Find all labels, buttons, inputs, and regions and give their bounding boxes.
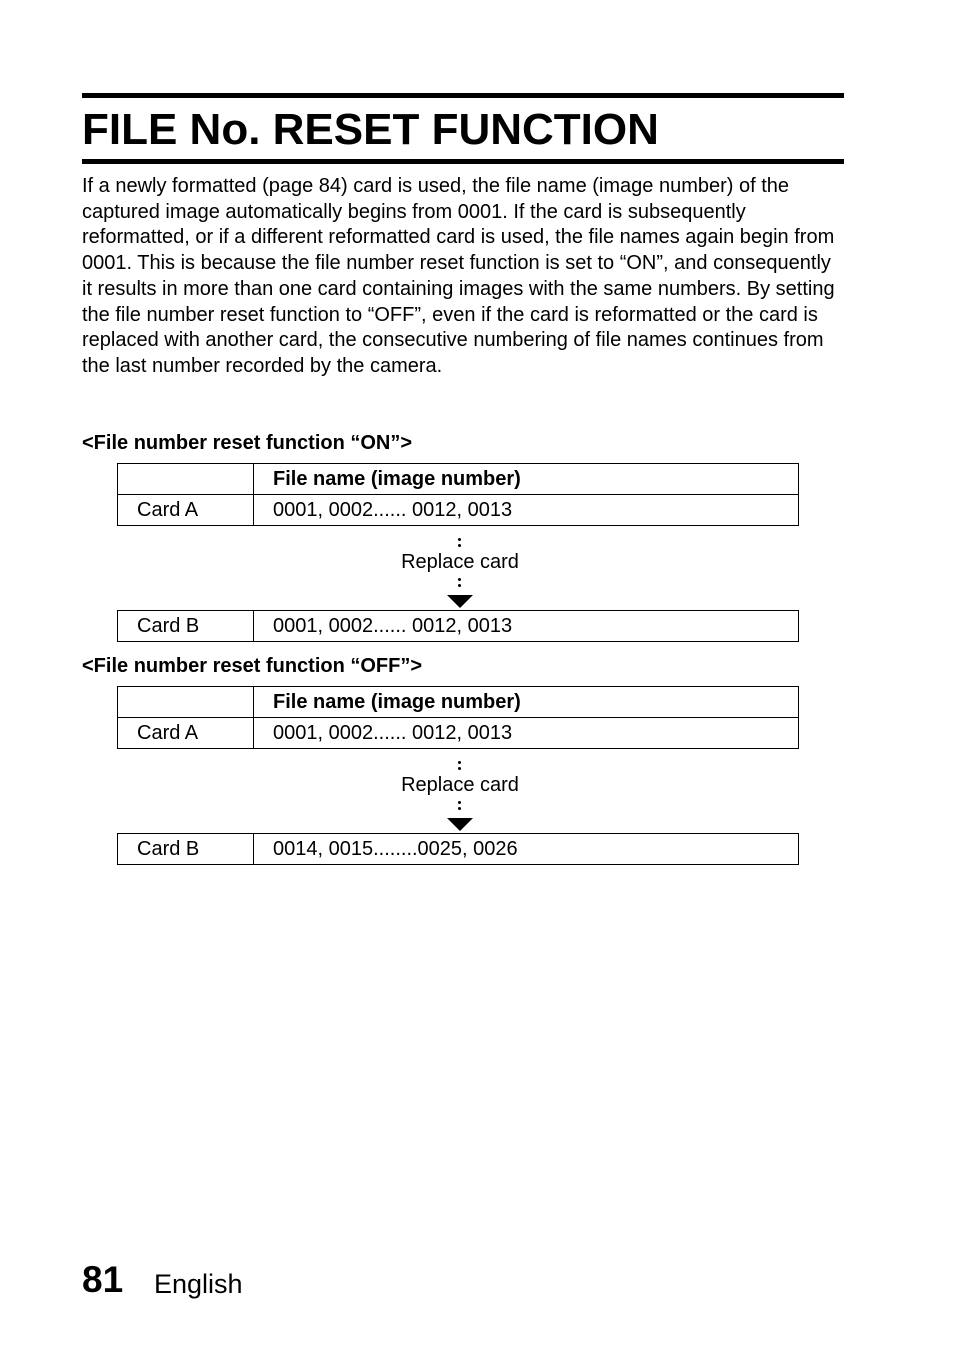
table-row — [118, 611, 799, 642]
file-numbers: 0001, 0002...... 0012, 0013 — [254, 718, 799, 749]
table-on-card-a — [117, 463, 799, 526]
table-row — [118, 718, 799, 749]
section-heading-on: <File number reset function “ON”> — [82, 432, 413, 454]
card-label: Card B — [118, 611, 254, 642]
file-numbers: 0001, 0002...... 0012, 0013 — [254, 611, 799, 642]
card-label: Card A — [118, 718, 254, 749]
table-header-empty-cell — [118, 687, 254, 718]
card-label: Card B — [118, 834, 254, 865]
title-block — [82, 93, 844, 164]
dotted-line-icon — [458, 537, 462, 549]
table-header-cell: File name (image number) — [254, 464, 799, 495]
card-label: Card A — [118, 495, 254, 526]
file-numbers: 0001, 0002...... 0012, 0013 — [254, 495, 799, 526]
dotted-line-icon — [458, 577, 462, 589]
footer-language: English — [154, 1269, 243, 1299]
page-number: 81 — [82, 1259, 124, 1300]
table-on-card-b — [117, 610, 799, 642]
table-row — [118, 495, 799, 526]
table-off-card-a — [117, 686, 799, 749]
table-header-empty-cell — [118, 464, 254, 495]
table-header-row — [118, 464, 799, 495]
file-numbers: 0014, 0015........0025, 0026 — [254, 834, 799, 865]
table-header-cell: File name (image number) — [254, 687, 799, 718]
arrow-down-icon — [447, 818, 473, 831]
table-row — [118, 834, 799, 865]
section-heading-off: <File number reset function “OFF”> — [82, 655, 423, 677]
dotted-line-icon — [458, 800, 462, 812]
replace-card-flow-on — [360, 537, 560, 607]
table-header-row — [118, 687, 799, 718]
replace-card-label: Replace card — [401, 551, 519, 573]
page-title: FILE No. RESET FUNCTION — [82, 105, 659, 154]
replace-card-label: Replace card — [401, 774, 519, 796]
intro-paragraph: If a newly formatted (page 84) card is used, the file name (image number) of the captured image automatically begins from 0001. If the card is subsequently reformatted, or if a different reformatted card is used, the file names again begin from 0001. This is because the file number reset function is set to “ON”, and consequently it results in more than one card containing images with the same numbers. By setting the file number reset function to “OFF”, even if the card is reformatted or the card is replaced with another card, the consecutive numbering of file names continues from the last number recorded by the camera. — [82, 175, 835, 377]
arrow-down-icon — [447, 595, 473, 608]
replace-card-flow-off — [360, 760, 560, 830]
dotted-line-icon — [458, 760, 462, 772]
table-off-card-b — [117, 833, 799, 865]
